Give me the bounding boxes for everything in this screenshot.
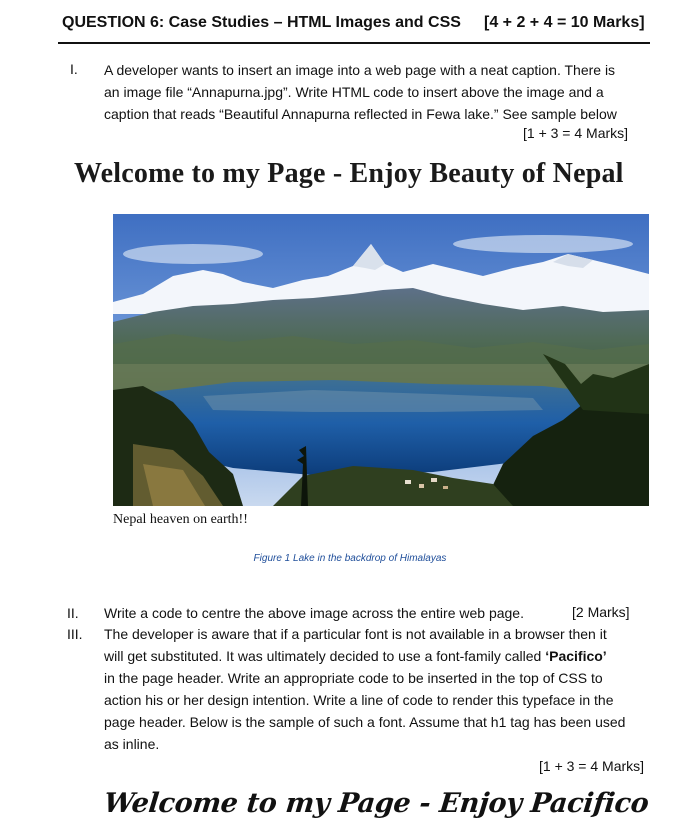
question-title: QUESTION 6: Case Studies – HTML Images and CSS bbox=[62, 14, 461, 31]
image-caption: Nepal heaven on earth!! bbox=[113, 512, 248, 527]
annapurna-lake-image bbox=[113, 214, 649, 506]
q3-line bbox=[104, 645, 649, 667]
q1-line: an image file “Annapurna.jpg”. Write HTML code to insert above the image and a bbox=[104, 84, 604, 100]
q1-marks: [1 + 3 = 4 Marks] bbox=[523, 125, 629, 141]
q2-marks: [2 Marks] bbox=[572, 604, 630, 620]
pacifico-font-sample: Welcome to my Page - Enjoy Pacifico bbox=[102, 788, 651, 819]
q3-line: in the page header. Write an appropriate code to be inserted in the top of CSS to bbox=[104, 670, 603, 686]
q2-numeral: II. bbox=[67, 605, 79, 621]
title-underline bbox=[58, 42, 650, 44]
q1-numeral: I. bbox=[70, 61, 78, 77]
total-marks: [4 + 2 + 4 = 10 Marks] bbox=[484, 14, 645, 31]
q2-text: Write a code to centre the above image across the entire web page. bbox=[104, 605, 524, 621]
sample-page-heading: Welcome to my Page - Enjoy Beauty of Nepal bbox=[74, 158, 624, 189]
q3-line: as inline. bbox=[104, 736, 160, 752]
q1-line: A developer wants to insert an image into a web page with a neat caption. There is bbox=[104, 62, 616, 78]
q1-text bbox=[104, 59, 644, 125]
q3-line: page header. Below is the sample of such a font. Assume that h1 tag has been used bbox=[104, 714, 626, 730]
pacifico-font-name: ‘Pacifico’ bbox=[545, 648, 607, 664]
q3-text bbox=[104, 623, 649, 755]
q3-marks: [1 + 3 = 4 Marks] bbox=[539, 758, 645, 774]
q1-line: caption that reads “Beautiful Annapurna reflected in Fewa lake.” See sample below bbox=[104, 106, 617, 122]
q3-numeral: III. bbox=[67, 626, 83, 642]
figure-caption: Figure 1 Lake in the backdrop of Himalayas bbox=[253, 553, 447, 564]
q3-line: The developer is aware that if a particular font is not available in a browser then it bbox=[104, 626, 607, 642]
q3-line-prefix: will get substituted. It was ultimately decided to use a font-family called bbox=[104, 648, 546, 664]
q3-line: action his or her design intention. Write a line of code to render this typeface in the bbox=[104, 692, 614, 708]
